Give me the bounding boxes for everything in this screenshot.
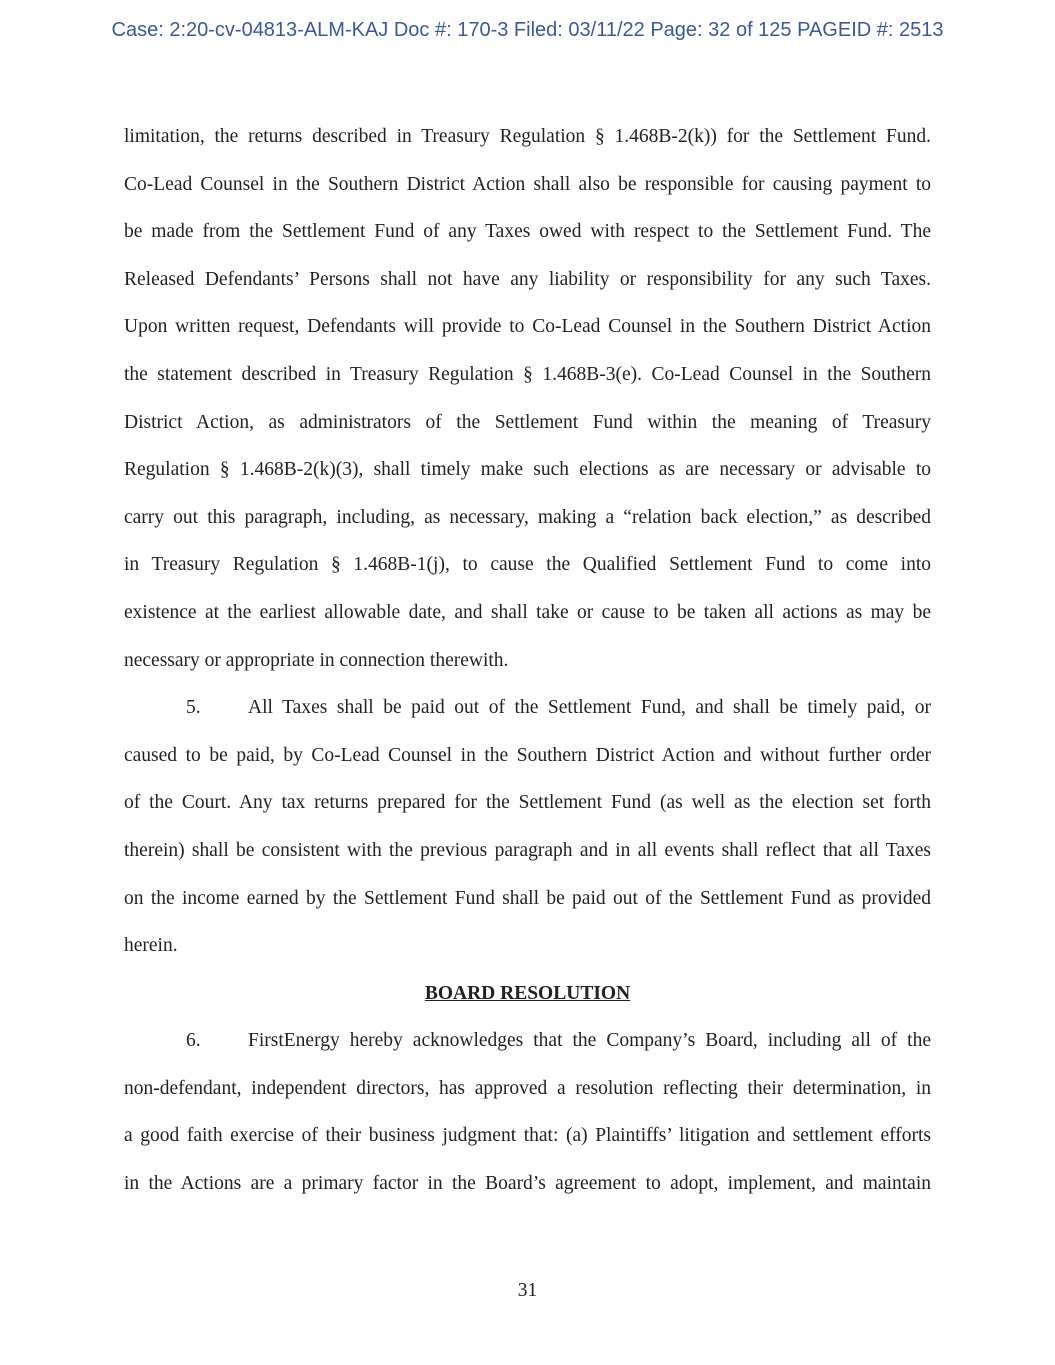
text-line: FirstEnergy hereby acknowledges that the Company’s Board, including all of the — [248, 1030, 931, 1052]
text-line: a good faith exercise of their business judgment that: (a) Plaintiffs’ litigation and settlement efforts — [124, 1125, 931, 1147]
text-line: non-defendant, independent directors, has approved a resolution reflecting their determination, in — [124, 1077, 931, 1099]
case-header: Case: 2:20-cv-04813-ALM-KAJ Doc #: 170-3 Filed: 03/11/22 Page: 32 of 125 PAGEID #: 2513 — [111, 19, 944, 41]
text-line: carry out this paragraph, including, as necessary, making a “relation back election,” as described — [124, 506, 931, 528]
text-line: therein) shall be consistent with the previous paragraph and in all events shall reflect that all Taxes — [124, 839, 931, 861]
text-line: caused to be paid, by Co-Lead Counsel in the Southern District Action and without further order — [124, 744, 931, 766]
paragraph-number: 6. — [186, 1030, 201, 1052]
text-line: Co-Lead Counsel in the Southern District Action shall also be responsible for causing payment to — [124, 173, 931, 195]
text-line: on the income earned by the Settlement Fund shall be paid out of the Settlement Fund as provided — [124, 887, 931, 909]
text-line: in Treasury Regulation § 1.468B-1(j), to cause the Qualified Settlement Fund to come into — [124, 554, 931, 576]
text-line: All Taxes shall be paid out of the Settlement Fund, and shall be timely paid, or — [248, 697, 931, 719]
text-line: District Action, as administrators of the Settlement Fund within the meaning of Treasury — [124, 411, 931, 433]
paragraph-6-first-line — [124, 1026, 931, 1074]
text-line: in the Actions are a primary factor in the Board’s agreement to adopt, implement, and maintain — [124, 1173, 931, 1195]
text-line: Regulation § 1.468B-2(k)(3), shall timely make such elections as are necessary or advisable to — [124, 459, 931, 481]
text-line: limitation, the returns described in Treasury Regulation § 1.468B-2(k)) for the Settlement Fund. — [124, 126, 931, 147]
page-number: 31 — [517, 1280, 538, 1301]
text-line: herein. — [124, 935, 178, 957]
paragraph-5-first-line — [124, 693, 931, 741]
paragraph-number: 5. — [186, 697, 201, 719]
text-line: the statement described in Treasury Regulation § 1.468B-3(e). Co-Lead Counsel in the Southern — [124, 363, 931, 385]
text-line: necessary or appropriate in connection therewith. — [124, 649, 509, 671]
text-line: existence at the earliest allowable date, and shall take or cause to be taken all actions as may be — [124, 601, 931, 623]
section-heading: BOARD RESOLUTION — [424, 982, 631, 1004]
text-line: Released Defendants’ Persons shall not have any liability or responsibility for any such Taxes. — [124, 268, 931, 290]
text-line: Upon written request, Defendants will provide to Co-Lead Counsel in the Southern District Action — [124, 316, 931, 338]
text-line: of the Court. Any tax returns prepared for the Settlement Fund (as well as the election set forth — [124, 792, 931, 814]
document-body — [124, 122, 931, 1217]
text-line: be made from the Settlement Fund of any Taxes owed with respect to the Settlement Fund. The — [124, 221, 931, 243]
